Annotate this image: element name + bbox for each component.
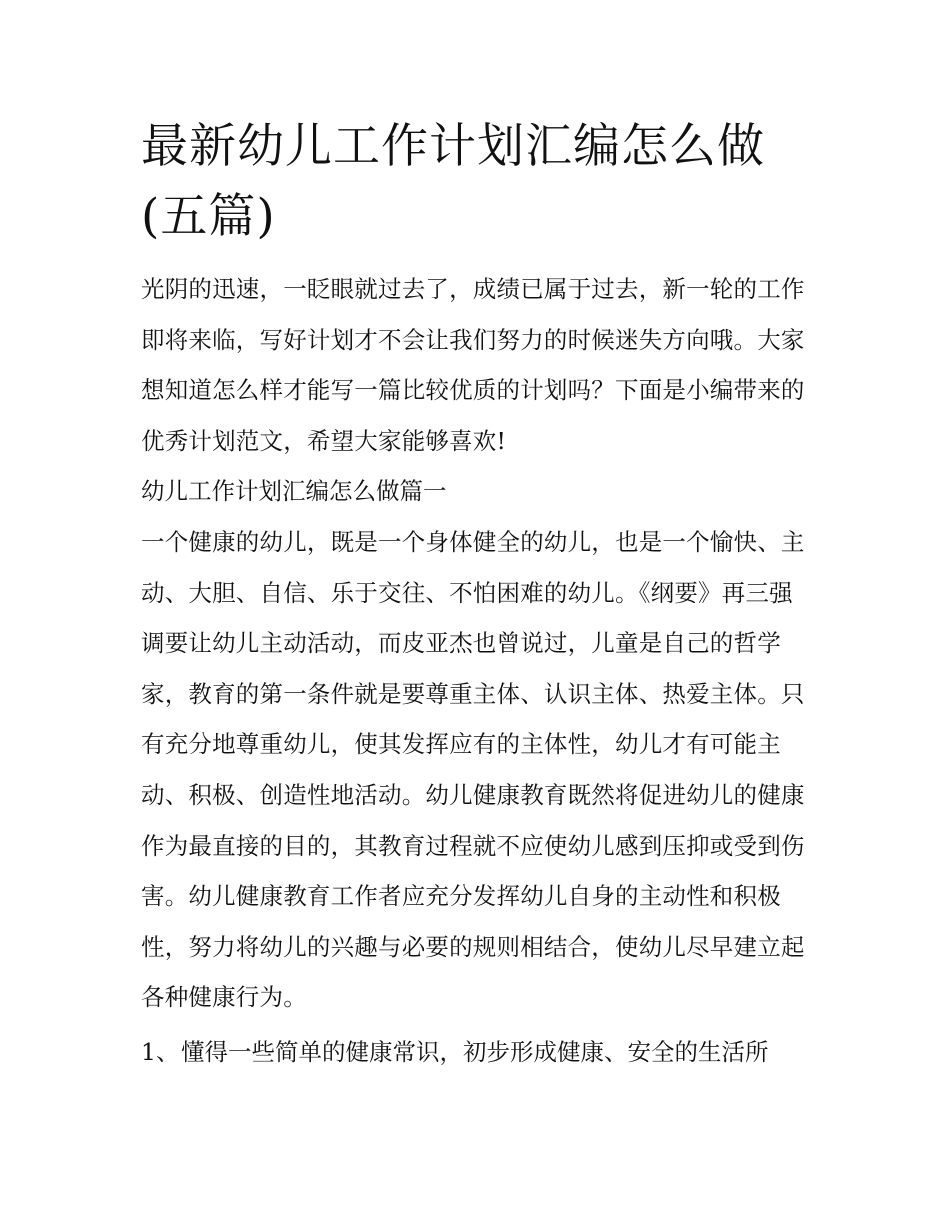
list-item-number: 1、 [141, 1037, 180, 1066]
intro-paragraph: 光阴的迅速，一眨眼就过去了，成绩已属于过去，新一轮的工作即将来临，写好计划才不会让我们努力的时候迷失方向哦。大家想知道怎么样才能写一篇比较优质的计划吗？下面是小编带来的优秀计划范文，希望大家能够喜欢! [141, 275, 805, 455]
document-page [141, 112, 813, 1078]
list-item [141, 1027, 813, 1078]
body-paragraph: 一个健康的幼儿，既是一个身体健全的幼儿，也是一个愉快、主动、大胆、自信、乐于交往、不怕困难的幼儿。《纲要》再三强调要让幼儿主动活动，而皮亚杰也曾说过，儿童是自己的哲学家，教育的第一条件就是要尊重主体、认识主体、热爱主体。只有充分地尊重幼儿，使其发挥应有的主体性，幼儿才有可能主动、积极、创造性地活动。幼儿健康教育既然将促进幼儿的健康作为最直接的目的，其教育过程就不应使幼儿感到压抑或受到伤害。幼儿健康教育工作者应充分发挥幼儿自身的主动性和积极性，努力将幼儿的兴趣与必要的规则相结合，使幼儿尽早建立起各种健康行为。 [141, 527, 805, 1012]
list-item-text: 懂得一些简单的健康常识，初步形成健康、安全的生活所 [181, 1037, 769, 1066]
section-heading: 幼儿工作计划汇编怎么做篇一 [141, 477, 447, 506]
document-title: 最新幼儿工作计划汇编怎么做(五篇) [141, 119, 765, 244]
